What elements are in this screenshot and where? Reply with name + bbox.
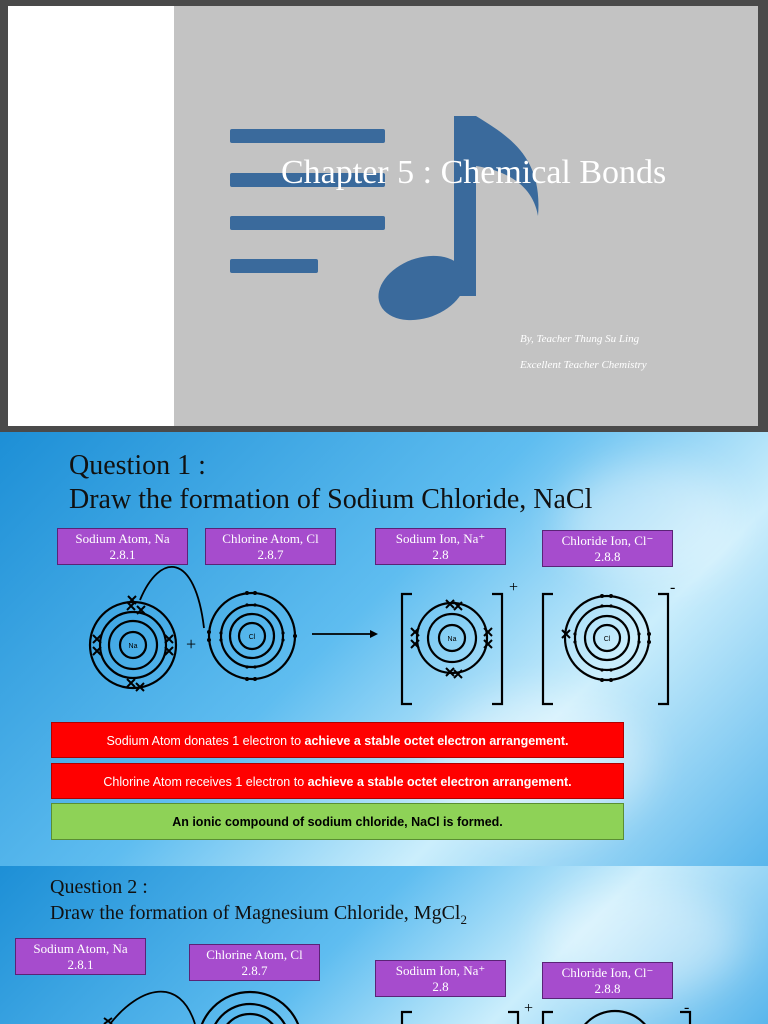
sodium-atom-label: Sodium Atom, Na	[75, 531, 170, 546]
statement-2-text: Chlorine Atom receives 1 electron to	[103, 775, 308, 789]
question-2-heading: Question 2 :	[50, 876, 148, 898]
statement-2-bold: achieve a stable octet electron arrangement.	[307, 775, 572, 789]
q2-sodium-atom-config: 2.8.1	[67, 957, 94, 972]
sodium-atom-config: 2.8.1	[109, 547, 136, 562]
statement-ionic-compound	[51, 803, 624, 840]
question-2-task-text: Draw the formation of Magnesium Chloride, MgCl	[50, 902, 461, 924]
sodium-ion-charge: +	[509, 579, 519, 596]
chloride-ion-charge: -	[670, 579, 676, 596]
question-1-slide	[0, 432, 768, 866]
title-slide	[0, 0, 768, 432]
chloride-ion-config: 2.8.8	[594, 549, 621, 564]
statement-3-text: An ionic compound of sodium chloride, NaCl is formed.	[172, 815, 503, 829]
q2-chloride-ion-label: Chloride Ion, Cl⁻	[561, 965, 654, 980]
sodium-ion-label: Sodium Ion, Na⁺	[395, 531, 486, 546]
chlorine-atom-config: 2.8.7	[257, 547, 284, 562]
na-ion-nucleus-symbol: Na	[447, 636, 457, 643]
author-role: Excellent Teacher Chemistry	[520, 359, 647, 371]
nacl-formation-diagram	[0, 432, 768, 866]
q2-chloride-ion-config: 2.8.8	[594, 981, 621, 996]
sodium-ion-config: 2.8	[432, 547, 449, 562]
title-slide-canvas	[8, 6, 758, 426]
q2-sodium-atom-label: Sodium Atom, Na	[33, 941, 128, 956]
q2-chlorine-atom-label: Chlorine Atom, Cl	[206, 947, 303, 962]
statement-1-bold: achieve a stable octet electron arrangement.	[304, 734, 569, 748]
question-2-task-subscript: 2	[460, 912, 467, 927]
chloride-ion-label: Chloride Ion, Cl⁻	[561, 533, 654, 548]
cl-nucleus-symbol: Cl	[248, 634, 256, 641]
q2-chlorine-atom-config: 2.8.7	[241, 963, 268, 978]
question-2-slide	[0, 866, 768, 1024]
reactant-plus-sign: +	[186, 634, 197, 654]
cl-ion-nucleus-symbol: Cl	[603, 636, 611, 643]
author-name: By, Teacher Thung Su Ling	[520, 333, 640, 345]
mgcl2-formation-diagram-partial	[0, 866, 768, 1024]
question-1-heading: Question 1 :	[69, 450, 206, 481]
question-1-task: Draw the formation of Sodium Chloride, NaCl	[69, 484, 593, 515]
statement-1-text: Sodium Atom donates 1 electron to	[106, 734, 305, 748]
chapter-title: Chapter 5 : Chemical Bonds	[281, 154, 667, 191]
q2-sodium-ion-label: Sodium Ion, Na⁺	[395, 963, 486, 978]
chlorine-atom-label: Chlorine Atom, Cl	[222, 531, 319, 546]
na-nucleus-symbol: Na	[128, 643, 138, 650]
q2-plus-charge: +	[524, 1000, 534, 1017]
statement-sodium-donates	[51, 722, 624, 758]
q2-minus-charge: -	[684, 999, 690, 1016]
statement-chlorine-receives	[51, 763, 624, 799]
q2-sodium-ion-config: 2.8	[432, 979, 449, 994]
